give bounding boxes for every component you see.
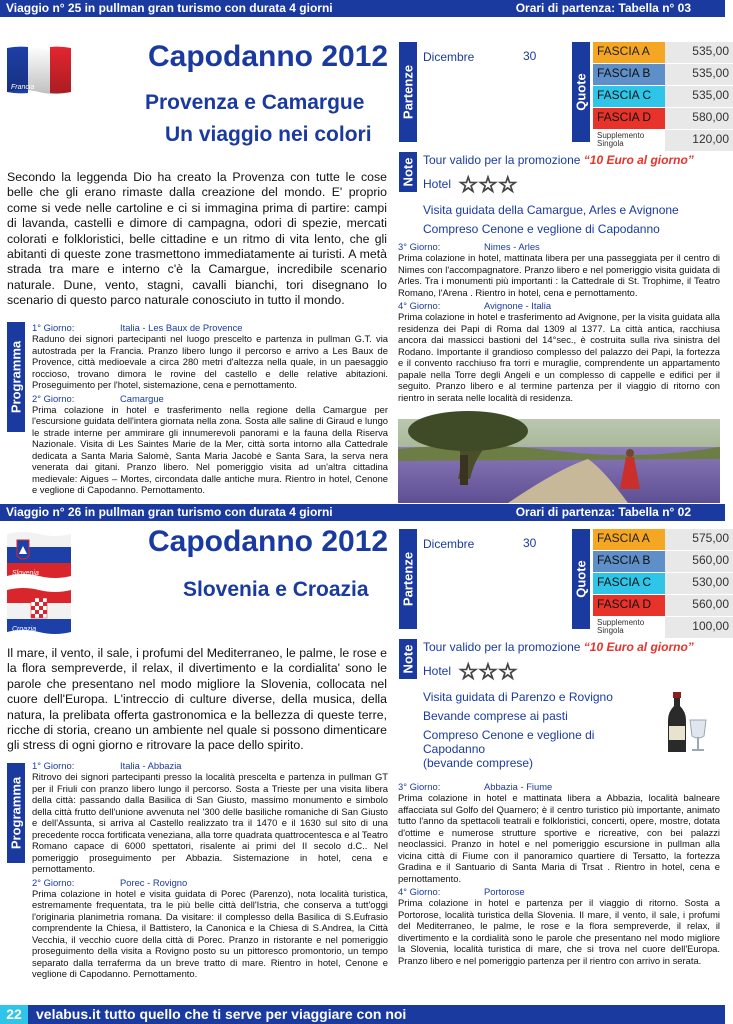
- price-row: [593, 42, 733, 63]
- itinerary-right: [398, 781, 720, 966]
- departure-month: Dicembre: [423, 537, 475, 551]
- flag-caption: Croazia: [12, 626, 37, 633]
- price-value: 535,00: [665, 42, 733, 63]
- price-value: 100,00: [665, 617, 733, 638]
- note-tab: Note: [399, 152, 417, 192]
- price-row: [593, 573, 733, 594]
- day-heading: 3° Giorno: Nimes - Arles: [398, 241, 540, 252]
- lavender-field-photo: [398, 419, 720, 503]
- price-value: 120,00: [665, 130, 733, 151]
- price-band: FASCIA B: [593, 551, 665, 572]
- price-table: [593, 42, 733, 152]
- day-heading: 4° Giorno: Portorose: [398, 886, 525, 897]
- day-text: Prima colazione in hotel e trasferimento ad Avignone, per la visita guidata alla residenza dei Papi di Roma dal 1309 al 1377. La città antica, racchiusa ancora dai massicci bastioni del 14°sec., è costruita sulla riva sinistra del Rodano. Importante il grandioso complesso del palazzo dei Papi, la fortezza e il convento racchiuso fra torri e muraglie, comprendente un appartamento papale nella Torre degli Angeli e un complesso di cappelle e edifici per il seguito. Pranzo libero e al termine partenza per il viaggio di ritorno con rientro in serata nelle località di residenza.: [398, 311, 720, 403]
- single-supplement: Supplemento Singola: [593, 617, 665, 638]
- trip-header-bar: [0, 504, 725, 521]
- hotel-label: Hotel: [423, 664, 452, 679]
- price-row: [593, 108, 733, 129]
- promo-label: Tour valido per la promozione: [423, 153, 581, 167]
- trip-subtitle: Provenza e Camargue: [145, 91, 365, 114]
- wine-bottle-icon: [660, 690, 710, 754]
- departure-day: 30: [523, 536, 537, 550]
- price-value: 560,00: [665, 551, 733, 572]
- day-text: Raduno dei signori partecipanti nel luogo prescelto e partenza in pullman G.T. via autostrada per la Francia. Pranzo libero lungo il percorso e arrivo a Les Baux de Provence, città medioevale a circa 280 metri d'altezza nella quale, in un paesaggio roccioso, trovano dimora le rovine del castello e delle relative abitazioni. Proseguimento per l'hotel, sistemazione, cena e pernottamento.: [32, 333, 388, 390]
- trip-title: Capodanno 2012: [148, 525, 389, 558]
- trip-header-title: Viaggio n° 26 in pullman gran turismo con durata 4 giorni: [6, 505, 333, 519]
- price-row: [593, 130, 733, 151]
- departure-table-label: Orari di partenza: Tabella n° 02: [515, 505, 691, 519]
- itinerary-left: [32, 760, 388, 980]
- note-line: Compreso Cenone e veglione di Capodanno: [423, 222, 660, 236]
- day-heading: 2° Giorno: Camargue: [32, 392, 164, 404]
- itinerary-right: [398, 241, 720, 403]
- price-value: 560,00: [665, 595, 733, 616]
- price-value: 575,00: [665, 529, 733, 550]
- price-band: FASCIA A: [593, 42, 665, 63]
- hotel-label: Hotel: [423, 177, 452, 192]
- day-heading: 4° Giorno: Avignone - Italia: [398, 300, 552, 311]
- price-band: FASCIA A: [593, 529, 665, 550]
- price-table: [593, 529, 733, 639]
- day-text: Prima colazione in hotel e partenza per il viaggio di ritorno. Sosta a Portorose, località turistica della Slovenia. Il mare, il vento, il sale, i profumi del Mediterraneo, le palme, le rose e la flora sempreverde, il relax, il divertimento e la cordialità sono le parole che presentano nel modo migliore la Slovenia, località turistica di mare, che si trova nel cuore dell'Europa. Pranzo libero e nel pomeriggio partenza per il rientro con arrivo in serata.: [398, 897, 720, 966]
- trip-tagline: Un viaggio nei colori: [165, 123, 372, 146]
- price-band: FASCIA B: [593, 64, 665, 85]
- trip-header-title: Viaggio n° 25 in pullman gran turismo con durata 4 giorni: [6, 1, 333, 15]
- itinerary-left: [32, 322, 388, 496]
- three-star-icon: ☆☆☆: [458, 172, 518, 197]
- quote-tab: Quote: [572, 529, 590, 629]
- price-row: [593, 86, 733, 107]
- trip-subtitle: Slovenia e Croazia: [183, 578, 369, 601]
- price-value: 530,00: [665, 573, 733, 594]
- programma-tab: Programma: [7, 322, 25, 432]
- day-heading: 2° Giorno: Porec - Rovigno: [32, 876, 188, 888]
- price-band: FASCIA C: [593, 86, 665, 107]
- price-value: 535,00: [665, 86, 733, 107]
- price-row: [593, 617, 733, 638]
- departure-table-label: Orari di partenza: Tabella n° 03: [515, 1, 691, 15]
- price-band: FASCIA C: [593, 573, 665, 594]
- price-row: [593, 64, 733, 85]
- croatia-flag-image: [7, 586, 71, 636]
- promo-value: “10 Euro al giorno”: [583, 153, 694, 167]
- price-row: [593, 595, 733, 616]
- note-line: (bevande comprese): [423, 756, 534, 770]
- price-value: 535,00: [665, 64, 733, 85]
- day-text: Prima colazione in hotel, mattinata libera per una passeggiata per il centro di Nimes con l'accompagnatore. Pranzo libero e nel pomeriggio visita guidata di Arles. Tra i monumenti più importanti : la Cattedrale di St. Trophime, il Teatro Romano, l'Arena . Rientro in hotel, cena e pernottamento.: [398, 252, 720, 298]
- promo-value: “10 Euro al giorno”: [583, 640, 694, 654]
- day-text: Prima colazione in hotel e mattinata libera a Abbazia, località balneare affacciata sul Golfo del Quarnero; è il centro turistico più importante, animato tutto l'anno da spettacoli teatrali e folkloristici, concerti, opere, mostre, dotata d'ottime e numerose strutture sportive e ricreative, con bei palazzi neoclassici. Pranzo in hotel e nel pomeriggio escursione in pullman alla vicina città di Fiume con il panoramico quartiere di Tersatto, la fortezza Gradina e il Santuario di Santa Maria di Trsat . Rientro in hotel, cena e pernottamento.: [398, 792, 720, 884]
- price-value: 580,00: [665, 108, 733, 129]
- three-star-icon: ☆☆☆: [458, 659, 518, 684]
- slovenia-flag-image: [7, 530, 71, 580]
- day-text: Prima colazione in hotel e trasferimento nella regione della Camargue per l'escursione guidata dell'intera giornata nella zona. Sosta alle saline di Giraud e lungo le strade interne per ammirare gli innumerevoli panorami e la fauna della Riserva Nazionale. Visita di Les Saintes Marie de la Mer, città sorta intorno alla Cattedrale dedicata a Santa Maria Salomè, Santa Maria Jacobè e Santa Sara, la serva nera venerata dai gitani. Pranzo libero. Nel pomeriggio visita ad un'altra cittadina medievale: Aigues – Mortes, circondata dalle antiche mura. Rientro in hotel, Cenone e veglione di Capodanno. Pernottamento.: [32, 403, 388, 495]
- trip-notes: [423, 640, 694, 775]
- day-heading: 3° Giorno: Abbazia - Fiume: [398, 781, 553, 792]
- departure-month: Dicembre: [423, 50, 475, 64]
- promo-label: Tour valido per la promozione: [423, 640, 581, 654]
- day-heading: 1° Giorno: Italia - Les Baux de Provence: [32, 322, 243, 333]
- france-flag-image: [7, 44, 71, 96]
- footer-tagline: velabus.it tutto quello che ti serve per viaggiare con noi: [36, 1006, 407, 1022]
- day-text: Prima colazione in hotel e visita guidata di Porec (Parenzo), nota località turistica, estremamente frequentata, tra le più belle città dell'Istria, che conserva a tutt'oggi l'originaria planimetria romana. Da visitare: il complesso della Basilica di S.Eufrasio comprendente la Chiesa, il Battistero, la Canonica e la Chiesa di S.Andrea, la Città Vecchia, il vecchio cuore della città di Porec. Pranzo in ristorante e nel pomeriggio proseguimento della visita a Rovigno posto su un pittoresco promontorio, un tempo separato dalla terraferma da un breve tratto di mare. Rientro in hotel, Cenone e veglione di Capodanno. Pernottamento.: [32, 887, 388, 979]
- page-number: 22: [0, 1005, 28, 1024]
- trip-notes: [423, 153, 723, 241]
- price-band: FASCIA D: [593, 595, 665, 616]
- price-row: [593, 529, 733, 550]
- note-line: Compreso Cenone e veglione di Capodanno: [423, 728, 595, 756]
- partenze-tab: Partenze: [399, 42, 417, 142]
- note-tab: Note: [399, 639, 417, 679]
- departure-day: 30: [523, 49, 537, 63]
- flag-caption: Slovenia: [12, 570, 39, 577]
- partenze-tab: Partenze: [399, 529, 417, 629]
- day-heading: 1° Giorno: Italia - Abbazia: [32, 760, 182, 771]
- day-text: Ritrovo dei signori partecipanti presso la località prescelta e partenza in pullman GT per il Friuli con pranzo libero lungo il percorso. Sosta a Trieste per una visita libera della città: passando dalla Basilica di San Giusto, massimo monumento e simbolo della città frutto dell'unione avvenuta nel '300 delle basiliche romaniche di San Giusto e dell'Assunta, si arriva al Castello realizzato tra il 1470 e il 1630 sul sito di una precedente rocca fortificata veneziana, alla torre quadrata quattrocentesca e al Teatro Romano capace di 6000 spettatori, risalente ai primi del II secolo d.C.. Nel pomeriggio proseguimento per Abbazia. Sistemazione in hotel, cena e pernottamento.: [32, 771, 388, 874]
- price-row: [593, 551, 733, 572]
- flag-caption: Francia: [11, 84, 35, 91]
- price-band: FASCIA D: [593, 108, 665, 129]
- programma-tab: Programma: [7, 763, 25, 863]
- single-supplement: Supplemento Singola: [593, 130, 665, 151]
- note-line: Visita guidata di Parenzo e Rovigno: [423, 690, 613, 704]
- note-line: Visita guidata della Camargue, Arles e Avignone: [423, 203, 679, 217]
- page-footer: [0, 1005, 725, 1024]
- trip-intro: Secondo la leggenda Dio ha creato la Provenza con tutte le cose belle che gli erano rimaste dalla creazione del mondo. E' proprio come si vede nelle cartoline e ci si immagina prima di partire: campi di lavanda, castelli e dimore di campagna, odori di spezie, mercati colorati e folkloristici, belle cittadine e un ritmo di vita lento, che gli abitanti di queste zone trasmettono immediatamente ai turisti. A metà strada tra mare e interno c'è la Camargue, incredibile scenario naturale. Dune, vento, stagni, cavalli bianchi, tori disegnano lo scenario di questo parco naturale conosciuto in tutto il mondo.: [7, 170, 387, 308]
- quote-tab: Quote: [572, 42, 590, 142]
- trip-header-bar: [0, 0, 725, 17]
- note-line: Bevande comprese ai pasti: [423, 709, 568, 723]
- trip-intro: Il mare, il vento, il sale, i profumi del Mediterraneo, le palme, le rose e la flora sempreverde, il relax, il divertimento e la cordialita' sono le parole che presentano nel modo migliore la Slovenia, collocata nel cuore dell'Europa. L'intreccio di culture diverse, della musica, della natura, la prelibata offerta gastronomica e la bellezza di queste terre, ricche di storia, creano un ambiente nel quale si possono dimenticare gli stress di ogni giorno e ritrovare la pace dello spirito.: [7, 646, 387, 753]
- trip-title: Capodanno 2012: [148, 40, 389, 73]
